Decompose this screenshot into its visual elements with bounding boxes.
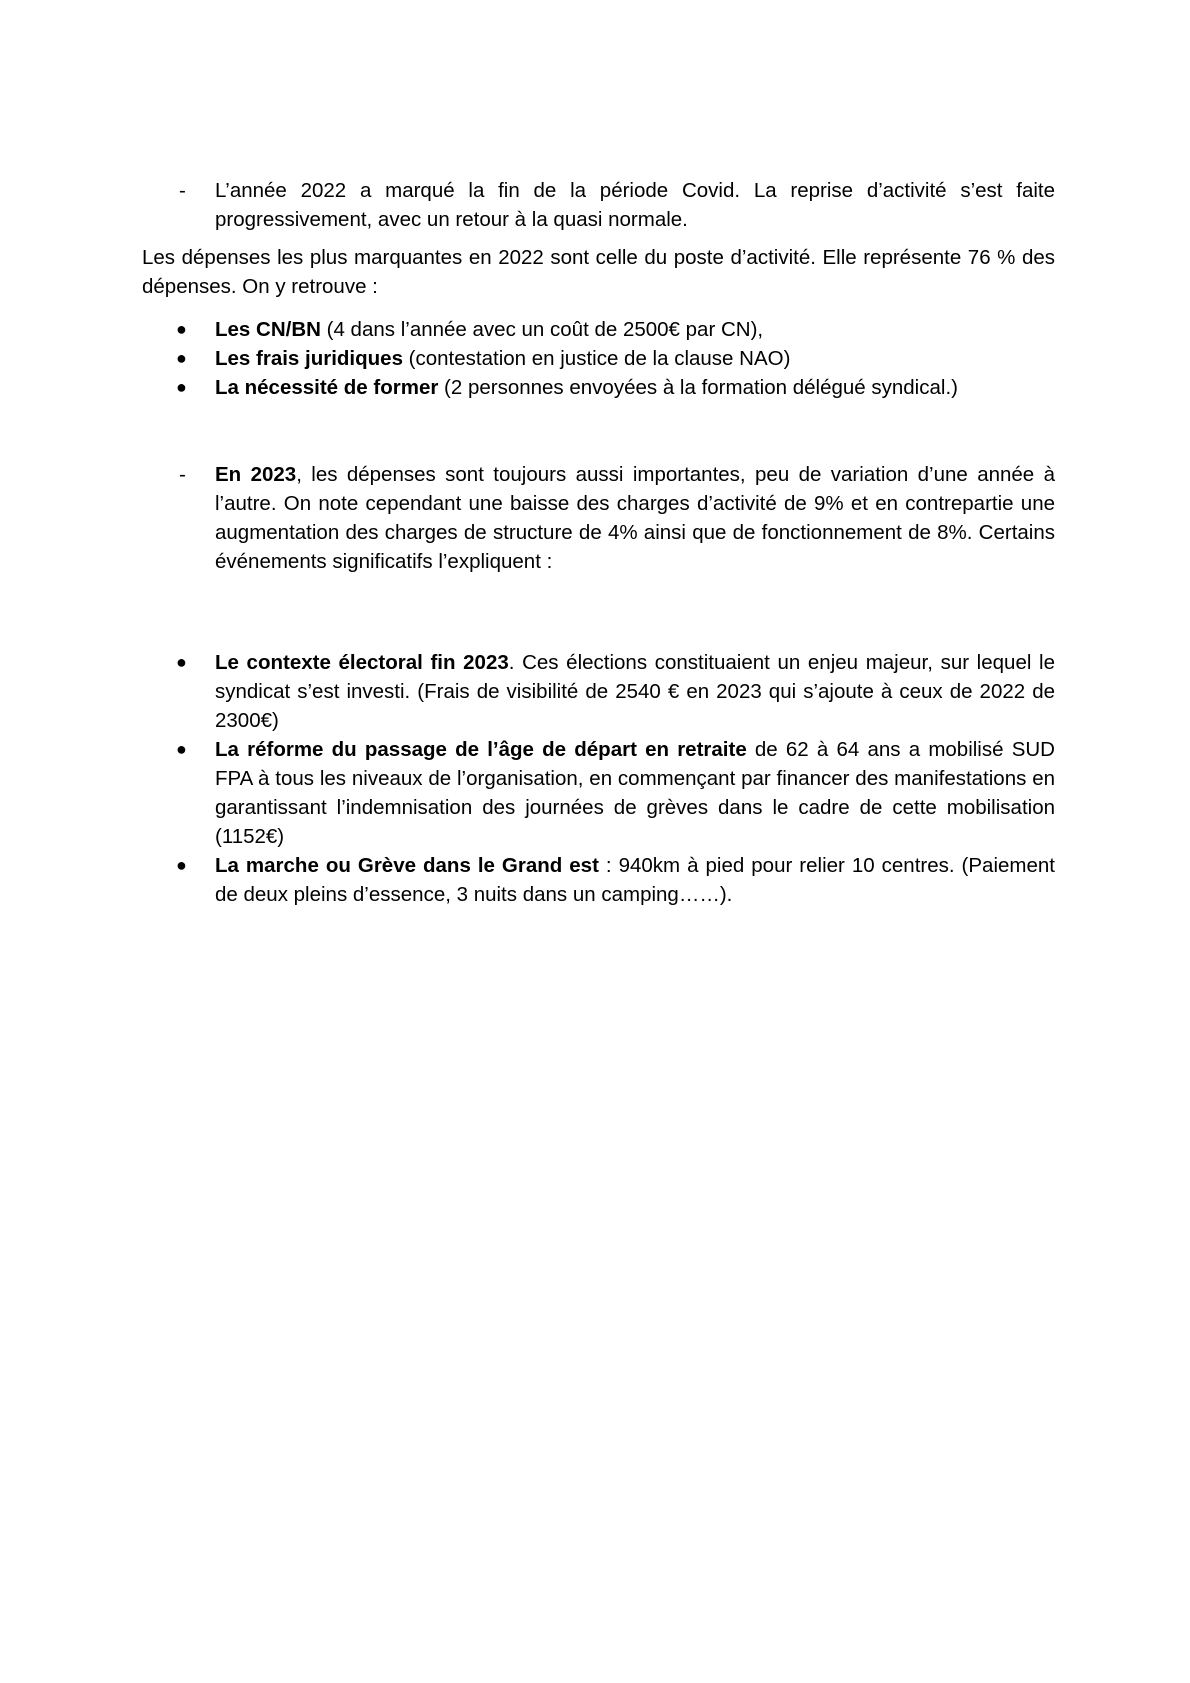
intro-dash-item xyxy=(142,176,1055,234)
bullet-icon: ● xyxy=(176,739,187,759)
summary-2022-paragraph: Les dépenses les plus marquantes en 2022 sont celle du poste d’activité. Elle représente 76 % des dépenses. On y retrouve : xyxy=(142,246,1055,298)
dash-marker: - xyxy=(179,179,186,202)
bullet-icon: ● xyxy=(176,377,187,397)
bullet-icon: ● xyxy=(176,348,187,368)
list-item-title: Les frais juridiques xyxy=(215,347,403,370)
list-item xyxy=(142,735,1055,851)
list-item xyxy=(142,315,1055,344)
list-item-title: Les CN/BN xyxy=(215,318,321,341)
section-2023-text: , les dépenses sont toujours aussi importantes, peu de variation d’une année à l’autre. On note cependant une baisse des charges d’activité de 9% et en contrepartie une augmentation des charges de structure de 4% ainsi que de fonctionnement de 8%. Certains événements significatifs l’expliquent : xyxy=(215,463,1055,573)
list-2022 xyxy=(142,315,1055,402)
list-item-title: Le contexte électoral fin 2023 xyxy=(215,651,509,674)
list-item-text: : 940km à pied pour relier 10 centres. (Paiement de deux pleins d’essence, 3 nuits dans un camping……). xyxy=(215,854,1055,906)
list-item-title: La réforme du passage de l’âge de départ en retraite xyxy=(215,738,747,761)
dash-marker: - xyxy=(179,463,186,486)
list-item xyxy=(142,373,1055,402)
bullet-icon: ● xyxy=(176,319,187,339)
list-item-text: . Ces élections constituaient un enjeu majeur, sur lequel le syndicat s’est investi. (Frais de visibilité de 2540 € en 2023 qui s’ajoute à ceux de 2022 de 2300€) xyxy=(215,651,1055,732)
list-item xyxy=(142,648,1055,735)
list-2023 xyxy=(142,648,1055,909)
list-item xyxy=(142,344,1055,373)
list-item xyxy=(142,851,1055,909)
bullet-icon: ● xyxy=(176,855,187,875)
list-item-text: (2 personnes envoyées à la formation délégué syndical.) xyxy=(438,376,958,399)
bullet-icon: ● xyxy=(176,652,187,672)
list-item-text: (4 dans l’année avec un coût de 2500€ par CN), xyxy=(320,318,764,341)
document-body xyxy=(142,176,1055,909)
intro-text: L’année 2022 a marqué la fin de la période Covid. La reprise d’activité s’est faite progressivement, avec un retour à la quasi normale. xyxy=(215,179,1055,231)
list-item-title: La nécessité de former xyxy=(215,376,439,399)
section-2023-dash-item xyxy=(142,460,1055,576)
list-item-title: La marche ou Grève dans le Grand est xyxy=(215,854,599,877)
section-2023-title: En 2023 xyxy=(215,463,297,486)
list-item-text: de 62 à 64 ans a mobilisé SUD FPA à tous les niveaux de l’organisation, en commençant par financer des manifestations en garantissant l’indemnisation des journées de grèves dans le cadre de cette mobilisation (1152€) xyxy=(215,738,1055,848)
list-item-text: (contestation en justice de la clause NAO) xyxy=(402,347,791,370)
